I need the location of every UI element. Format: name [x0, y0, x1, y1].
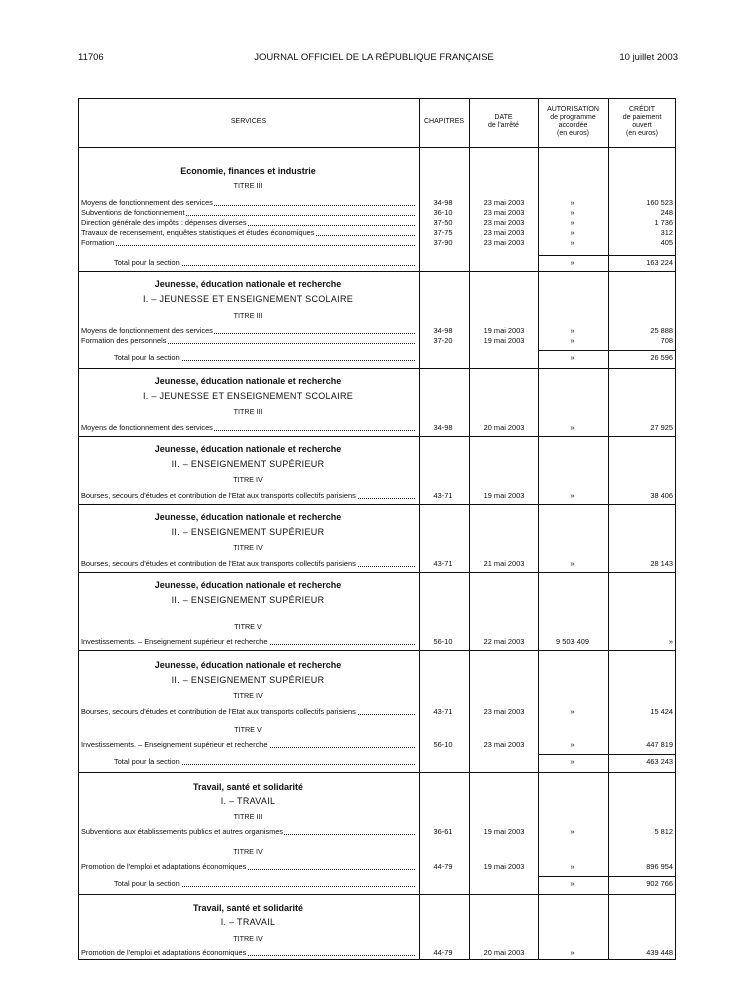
- col-header-autorisation: [538, 106, 608, 138]
- section-subtitle: II. – ENSEIGNEMENT SUPÉRIEUR: [171, 527, 325, 537]
- col-header-auth-line3: accordée: [558, 122, 588, 129]
- total-separator: [538, 255, 676, 256]
- row-label: Promotion de l'emploi et adaptations économiques: [81, 862, 415, 872]
- section-subtitle: I. – JEUNESSE ET ENSEIGNEMENT SCOLAIRE: [142, 294, 354, 304]
- titre-heading: TITRE IV: [233, 543, 263, 552]
- total-separator: [538, 350, 676, 351]
- total-autorisation: »: [570, 353, 575, 362]
- row-autorisation: »: [570, 336, 575, 345]
- table-row: [78, 827, 676, 837]
- titre-heading: TITRE IV: [233, 934, 263, 943]
- col-header-date-line1: DATE: [494, 114, 513, 121]
- row-autorisation: »: [570, 559, 575, 568]
- row-label: Investissements. – Enseignement supérieur et recherche: [81, 740, 415, 750]
- row-chapitre: 44-79: [433, 862, 453, 871]
- total-autorisation: »: [570, 258, 575, 267]
- row-label: Bourses, secours d'études et contribution de l'Etat aux transports collectifs parisiens: [81, 491, 415, 501]
- row-autorisation: »: [570, 707, 575, 716]
- table-row: [78, 238, 676, 248]
- col-header-cred-line1: CRÉDIT: [628, 106, 656, 113]
- row-date: 23 mai 2003: [483, 198, 525, 207]
- titre-heading: TITRE V: [234, 725, 262, 734]
- col-header-date: [469, 114, 538, 130]
- table-row: [78, 228, 676, 238]
- section-separator: [78, 271, 676, 272]
- section-title: Jeunesse, éducation nationale et recherche: [154, 512, 342, 522]
- col-header-cred-line3: ouvert: [632, 122, 652, 129]
- row-date: 21 mai 2003: [483, 559, 525, 568]
- col-header-date-line2: de l'arrêté: [488, 122, 519, 129]
- row-credit: 28 143: [650, 559, 673, 568]
- table-row: [78, 218, 676, 228]
- row-credit: 312: [660, 228, 673, 237]
- section-subtitle: II. – ENSEIGNEMENT SUPÉRIEUR: [171, 675, 325, 685]
- section-title: Jeunesse, éducation nationale et recherche: [154, 376, 342, 386]
- section-subtitle: II. – ENSEIGNEMENT SUPÉRIEUR: [171, 595, 325, 605]
- col-header-credit: [608, 106, 676, 138]
- titre-heading: TITRE V: [234, 622, 262, 631]
- row-label: Formation: [81, 238, 415, 248]
- row-chapitre: 37-90: [433, 238, 453, 247]
- row-autorisation: »: [570, 218, 575, 227]
- col-header-services: SERVICES: [230, 118, 267, 125]
- row-date: 23 mai 2003: [483, 707, 525, 716]
- row-date: 19 mai 2003: [483, 862, 525, 871]
- section-title: Jeunesse, éducation nationale et recherche: [154, 660, 342, 670]
- titre-heading: TITRE III: [233, 181, 263, 190]
- row-credit: 896 954: [646, 862, 673, 871]
- total-autorisation: »: [570, 879, 575, 888]
- row-label: Travaux de recensement, enquêtes statistiques et études économiques: [81, 228, 415, 238]
- section-separator: [78, 894, 676, 895]
- row-autorisation: »: [570, 326, 575, 335]
- section-separator: [78, 650, 676, 651]
- row-autorisation: »: [570, 948, 575, 957]
- table-bottom-border: [78, 959, 676, 960]
- titre-heading: TITRE III: [233, 311, 263, 320]
- credits-table: [78, 98, 676, 960]
- section-title: Jeunesse, éducation nationale et recherche: [154, 580, 342, 590]
- row-autorisation: »: [570, 423, 575, 432]
- total-label: Total pour la section: [114, 258, 415, 268]
- section-subtitle: II. – ENSEIGNEMENT SUPÉRIEUR: [171, 459, 325, 469]
- col-header-cred-line2: de paiement: [622, 114, 662, 121]
- total-label: Total pour la section: [114, 757, 415, 767]
- section-title: Economie, finances et industrie: [180, 166, 316, 176]
- row-autorisation: »: [570, 208, 575, 217]
- col-header-cred-line4: (en euros): [626, 130, 658, 137]
- section-separator: [78, 772, 676, 773]
- row-autorisation: »: [570, 228, 575, 237]
- table-row: [78, 336, 676, 346]
- section-separator: [78, 504, 676, 505]
- row-date: 23 mai 2003: [483, 238, 525, 247]
- row-date: 22 mai 2003: [483, 637, 525, 646]
- issue-date: 10 juillet 2003: [619, 52, 678, 63]
- row-credit: 38 406: [650, 491, 673, 500]
- section-separator: [78, 436, 676, 437]
- table-row: [78, 198, 676, 208]
- row-credit: 708: [660, 336, 673, 345]
- row-credit: 25 888: [650, 326, 673, 335]
- section-subtitle: I. – TRAVAIL: [220, 917, 276, 927]
- row-credit: 1 736: [654, 218, 673, 227]
- titre-heading: TITRE IV: [233, 475, 263, 484]
- total-credit: 902 766: [646, 879, 673, 888]
- row-label: Moyens de fonctionnement des services: [81, 326, 415, 336]
- row-date: 23 mai 2003: [483, 218, 525, 227]
- row-credit: »: [668, 637, 673, 646]
- titre-heading: TITRE IV: [233, 847, 263, 856]
- table-row: [78, 948, 676, 958]
- col-header-chapitres: CHAPITRES: [423, 118, 465, 125]
- row-autorisation: »: [570, 740, 575, 749]
- table-row: [78, 423, 676, 433]
- row-credit: 405: [660, 238, 673, 247]
- row-credit: 160 523: [646, 198, 673, 207]
- row-label: Moyens de fonctionnement des services: [81, 198, 415, 208]
- row-chapitre: 37-20: [433, 336, 453, 345]
- section-subtitle: I. – TRAVAIL: [220, 796, 276, 806]
- row-credit: 27 925: [650, 423, 673, 432]
- table-row: [78, 862, 676, 872]
- row-date: 19 mai 2003: [483, 326, 525, 335]
- total-credit: 163 224: [646, 258, 673, 267]
- row-credit: 248: [660, 208, 673, 217]
- page-number: 11706: [78, 52, 104, 63]
- row-label: Formation des personnels: [81, 336, 415, 346]
- row-chapitre: 37-50: [433, 218, 453, 227]
- row-chapitre: 43-71: [433, 491, 453, 500]
- row-label: Subventions aux établissements publics et autres organismes: [81, 827, 415, 837]
- row-date: 20 mai 2003: [483, 423, 525, 432]
- journal-title: JOURNAL OFFICIEL DE LA RÉPUBLIQUE FRANÇAISE: [254, 52, 494, 63]
- table-row: [78, 491, 676, 501]
- row-label: Bourses, secours d'études et contribution de l'Etat aux transports collectifs parisiens: [81, 707, 415, 717]
- row-date: 19 mai 2003: [483, 491, 525, 500]
- row-chapitre: 43-71: [433, 707, 453, 716]
- row-autorisation: »: [570, 827, 575, 836]
- row-chapitre: 37-75: [433, 228, 453, 237]
- total-row: [78, 757, 676, 767]
- row-label: Investissements. – Enseignement supérieur et recherche: [81, 637, 415, 647]
- row-autorisation: »: [570, 198, 575, 207]
- table-row: [78, 559, 676, 569]
- row-chapitre: 34-98: [433, 198, 453, 207]
- row-chapitre: 36-10: [433, 208, 453, 217]
- row-label: Moyens de fonctionnement des services: [81, 423, 415, 433]
- section-separator: [78, 572, 676, 573]
- total-autorisation: »: [570, 757, 575, 766]
- total-row: [78, 353, 676, 363]
- table-row: [78, 740, 676, 750]
- table-header-border: [78, 147, 676, 148]
- total-separator: [538, 876, 676, 877]
- row-label: Direction générale des impôts : dépenses diverses: [81, 218, 415, 228]
- total-credit: 26 596: [650, 353, 673, 362]
- row-credit: 5 812: [654, 827, 673, 836]
- total-credit: 463 243: [646, 757, 673, 766]
- total-label: Total pour la section: [114, 353, 415, 363]
- section-title: Jeunesse, éducation nationale et recherche: [154, 444, 342, 454]
- row-date: 20 mai 2003: [483, 948, 525, 957]
- table-row: [78, 707, 676, 717]
- row-chapitre: 56-10: [433, 637, 453, 646]
- section-title: Travail, santé et solidarité: [192, 782, 304, 792]
- row-chapitre: 34-98: [433, 326, 453, 335]
- table-row: [78, 326, 676, 336]
- row-chapitre: 44-79: [433, 948, 453, 957]
- row-label: Promotion de l'emploi et adaptations économiques: [81, 948, 415, 958]
- row-date: 23 mai 2003: [483, 228, 525, 237]
- row-chapitre: 43-71: [433, 559, 453, 568]
- row-autorisation: »: [570, 491, 575, 500]
- row-credit: 447 819: [646, 740, 673, 749]
- titre-heading: TITRE III: [233, 812, 263, 821]
- row-chapitre: 34-98: [433, 423, 453, 432]
- row-credit: 439 448: [646, 948, 673, 957]
- row-autorisation: 9 503 409: [556, 637, 589, 646]
- row-chapitre: 36-61: [433, 827, 453, 836]
- row-date: 23 mai 2003: [483, 740, 525, 749]
- table-row: [78, 637, 676, 647]
- total-separator: [538, 754, 676, 755]
- table-row: [78, 208, 676, 218]
- row-date: 19 mai 2003: [483, 336, 525, 345]
- row-autorisation: »: [570, 238, 575, 247]
- row-chapitre: 56-10: [433, 740, 453, 749]
- col-header-auth-line1: AUTORISATION: [547, 106, 599, 113]
- total-label: Total pour la section: [114, 879, 415, 889]
- row-credit: 15 424: [650, 707, 673, 716]
- row-autorisation: »: [570, 862, 575, 871]
- col-header-auth-line2: de programme: [550, 114, 596, 121]
- row-label: Subventions de fonctionnement: [81, 208, 415, 218]
- section-subtitle: I. – JEUNESSE ET ENSEIGNEMENT SCOLAIRE: [142, 391, 354, 401]
- table-top-border: [78, 98, 676, 99]
- titre-heading: TITRE III: [233, 407, 263, 416]
- row-date: 19 mai 2003: [483, 827, 525, 836]
- section-title: Travail, santé et solidarité: [192, 903, 304, 913]
- col-header-auth-line4: (en euros): [557, 130, 589, 137]
- row-label: Bourses, secours d'études et contribution de l'Etat aux transports collectifs parisiens: [81, 559, 415, 569]
- titre-heading: TITRE IV: [233, 691, 263, 700]
- section-separator: [78, 368, 676, 369]
- total-row: [78, 258, 676, 268]
- section-title: Jeunesse, éducation nationale et recherche: [154, 279, 342, 289]
- row-date: 23 mai 2003: [483, 208, 525, 217]
- total-row: [78, 879, 676, 889]
